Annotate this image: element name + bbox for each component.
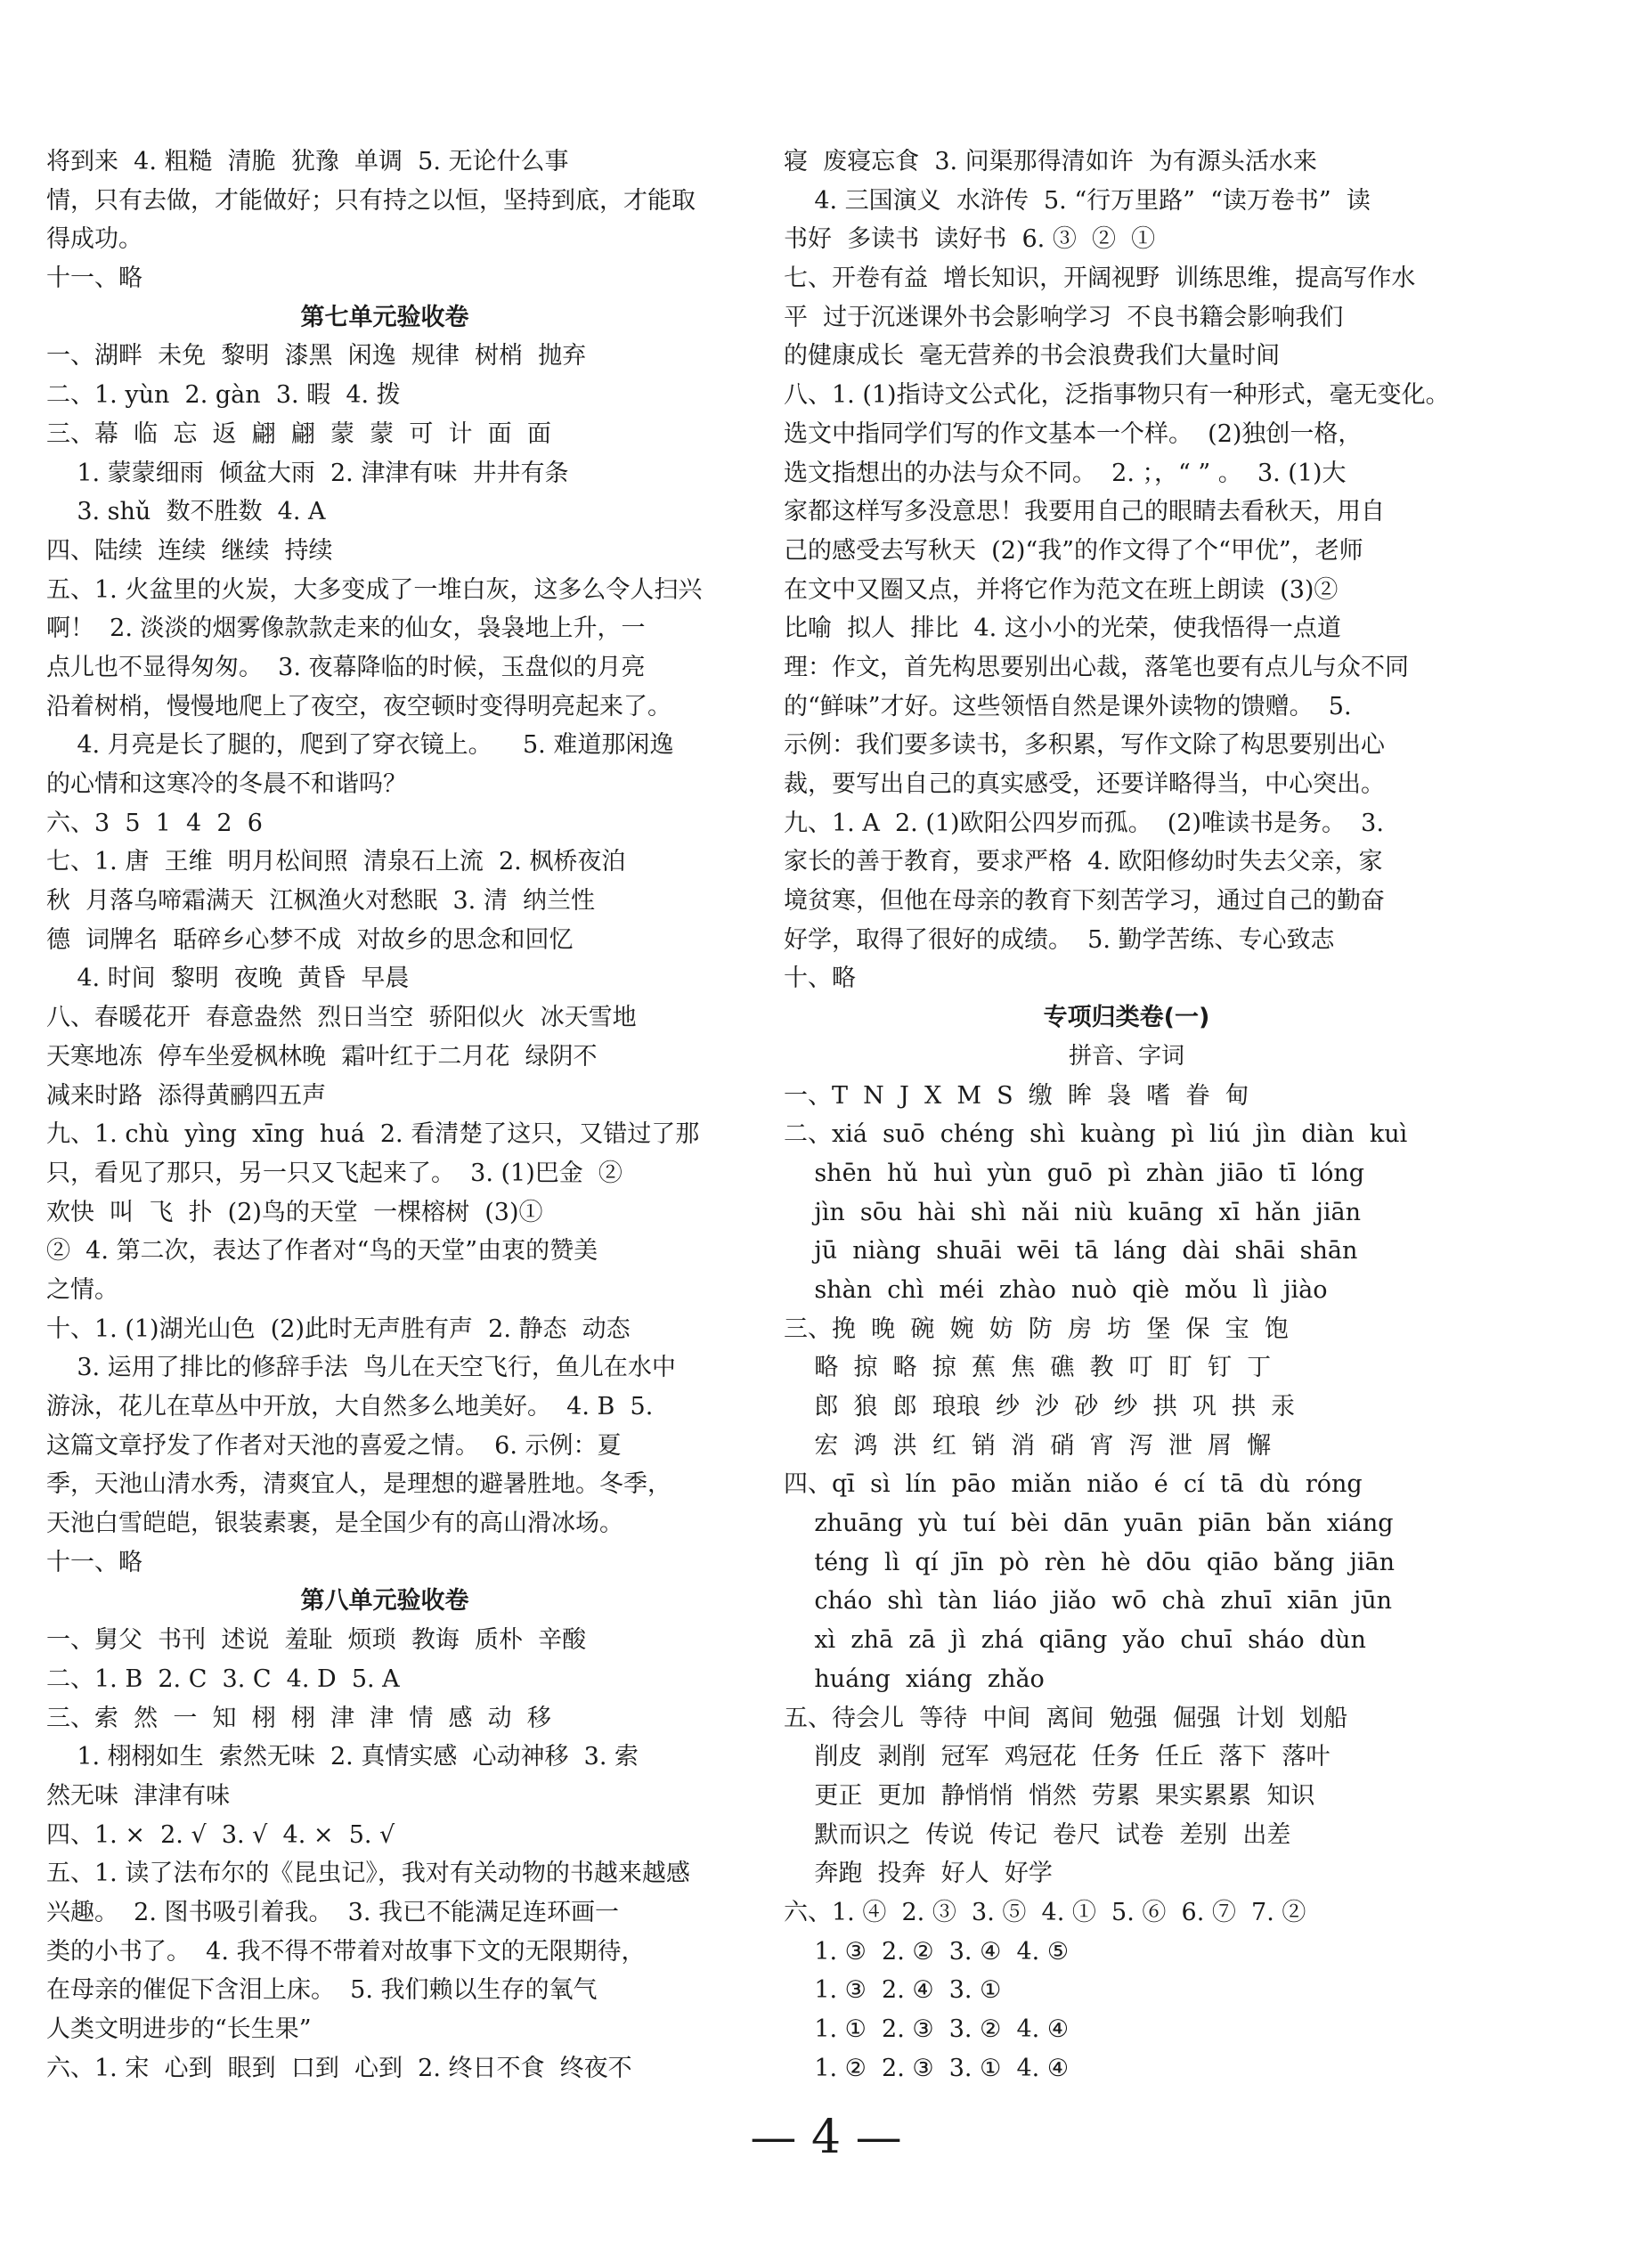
answer-line: 八、1. (1)指诗文公式化，泛指事物只有一种形式，毫无变化。 — [784, 381, 1450, 410]
answer-line: 己的感受去写秋天 (2)“我”的作文得了个“甲优”，老师 — [784, 536, 1363, 565]
answer-line: 点儿也不显得匆匆。 3. 夜幕降临的时候，玉盘似的月亮 — [46, 653, 646, 681]
answer-line: 选文指想出的办法与众不同。 2. ；，“ ” 。 3. (1)大 — [784, 459, 1347, 487]
page-number: — 4 — — [750, 2111, 902, 2164]
answer-line: 1. ② 2. ③ 3. ① 4. ④ — [784, 2054, 1070, 2082]
answer-line: 的健康成长 毫无营养的书会浪费我们大量时间 — [784, 342, 1281, 370]
answer-line: 十一、略 — [46, 265, 142, 293]
answer-line: 的心情和这寒冷的冬晨不和谐吗？ — [46, 770, 407, 798]
section-heading: 第八单元验收卷 — [300, 1587, 469, 1616]
left-column — [46, 142, 723, 2088]
answer-line: 十、1. (1)湖光山色 (2)此时无声胜有声 2. 静态 动态 — [46, 1315, 631, 1343]
right-column — [784, 142, 1469, 2088]
answer-line: 宏 鸿 洪 红 销 消 硝 宵 泻 泄 屑 懈 — [784, 1431, 1272, 1460]
answer-line: 1. ③ 2. ④ 3. ① — [784, 1976, 1002, 2005]
answer-line: 理：作文，首先构思要别出心裁，落笔也要有点儿与众不同 — [784, 653, 1409, 681]
answer-line: 六、1. ④ 2. ③ 3. ⑤ 4. ① 5. ⑥ 6. ⑦ 7. ② — [784, 1898, 1306, 1926]
answer-line: 九、1. A 2. (1)欧阳公四岁而孤。 (2)唯读书是务。 3. — [784, 809, 1384, 837]
answer-line: 四、qī sì lín pāo miǎn niǎo é cí tā dù róng — [784, 1470, 1363, 1499]
answer-line: 家都这样写多没意思！我要用自己的眼睛去看秋天，用自 — [784, 498, 1385, 526]
answer-line: 1. ③ 2. ② 3. ④ 4. ⑤ — [784, 1937, 1070, 1966]
answer-line: cháo shì tàn liáo jiǎo wō chà zhuī xiān jūn — [784, 1587, 1392, 1616]
answer-line: 默而识之 传说 传记 卷尺 试卷 差别 出差 — [784, 1820, 1291, 1849]
answer-line: huáng xiáng zhǎo — [784, 1665, 1045, 1693]
answer-line: 寝 废寝忘食 3. 问渠那得清如许 为有源头活水来 — [784, 148, 1317, 175]
answer-line: 将到来 4. 粗糙 清脆 犹豫 单调 5. 无论什么事 — [46, 148, 569, 175]
answer-line: 六、3 5 1 4 2 6 — [46, 809, 263, 837]
answer-line: jìn sōu hài shì nǎi niù kuāng xī hǎn jiān — [784, 1198, 1361, 1226]
answer-line: 4. 时间 黎明 夜晚 黄昏 早晨 — [46, 965, 410, 993]
answer-line: 德 词牌名 聒碎乡心梦不成 对故乡的思念和回忆 — [46, 925, 574, 954]
answer-line: 七、1. 唐 王维 明月松间照 清泉石上流 2. 枫桥夜泊 — [46, 848, 626, 876]
answer-line: 类的小书了。 4. 我不得不带着对故事下文的无限期待， — [46, 1937, 646, 1966]
answer-line: 欢快 叫 飞 扑 (2)鸟的天堂 一棵榕树 (3)① — [46, 1198, 543, 1226]
answer-line: 十一、略 — [46, 1548, 142, 1576]
answer-line: 比喻 拟人 排比 4. 这小小的光荣，使我悟得一点道 — [784, 615, 1341, 643]
answer-line: 更正 更加 静悄悄 悄然 劳累 果实累累 知识 — [784, 1781, 1315, 1810]
answer-line: 选文中指同学们写的作文基本一个样。 (2)独创一格， — [784, 419, 1363, 448]
answer-line: 一、T N J X M S 缴 眸 袅 嗜 眷 甸 — [784, 1081, 1249, 1110]
answer-line: 境贫寒，但他在母亲的教育下刻苦学习，通过自己的勤奋 — [784, 887, 1385, 916]
answer-line: téng lì qí jīn pò rèn hè dōu qiāo bǎng jiān — [784, 1548, 1395, 1576]
answer-line: 书好 多读书 读好书 6. ③ ② ① — [784, 225, 1156, 254]
answer-line: 只，看见了那只，另一只又飞起来了。 3. (1)巴金 ② — [46, 1159, 623, 1187]
answer-line: 1. 栩栩如生 索然无味 2. 真情实感 心动神移 3. 索 — [46, 1743, 639, 1771]
answer-line: 减来时路 添得黄鹂四五声 — [46, 1081, 327, 1110]
answer-line: 得成功。 — [46, 225, 142, 254]
answer-line: jū niàng shuāi wēi tā láng dài shāi shān — [784, 1237, 1358, 1266]
answer-line: 4. 三国演义 水浒传 5. “行万里路” “读万卷书” 读 — [784, 186, 1371, 215]
answer-line: 七、开卷有益 增长知识，开阔视野 训练思维，提高写作水 — [784, 265, 1416, 293]
answer-line: 郎 狼 郎 琅琅 纱 沙 砂 纱 拱 巩 拱 汞 — [784, 1393, 1296, 1420]
answer-line: 在母亲的催促下含泪上床。 5. 我们赖以生存的氧气 — [46, 1976, 598, 2005]
answer-line: 家长的善于教育，要求严格 4. 欧阳修幼时失去父亲，家 — [784, 848, 1383, 876]
answer-line: 八、春暖花开 春意盎然 烈日当空 骄阳似火 冰天雪地 — [46, 1004, 637, 1032]
answer-line: 二、1. B 2. C 3. C 4. D 5. A — [46, 1665, 400, 1693]
answer-line: xì zhā zā jì zhá qiāng yǎo chuī sháo dùn — [784, 1626, 1366, 1655]
answer-line: 二、xiá suō chéng shì kuàng pì liú jìn diàn kuì — [784, 1120, 1408, 1149]
answer-line: 在文中又圈又点，并将它作为范文在班上朗读 (3)② — [784, 575, 1339, 604]
answer-line: 天寒地冻 停车坐爱枫林晚 霜叶红于二月花 绿阴不 — [46, 1042, 598, 1070]
answer-line: 奔跑 投奔 好人 好学 — [784, 1860, 1053, 1888]
section-heading: 专项归类卷(一) — [1043, 1004, 1210, 1032]
answer-line: 1. ① 2. ③ 3. ② 4. ④ — [784, 2015, 1070, 2043]
answer-line: shàn chì méi zhào nuò qiè mǒu lì jiào — [784, 1275, 1328, 1304]
answer-line: 五、1. 读了法布尔的《昆虫记》，我对有关动物的书越来越感 — [46, 1860, 690, 1888]
answer-line: 平 过于沉迷课外书会影响学习 不良书籍会影响我们 — [784, 303, 1344, 331]
answer-line: 然无味 津津有味 — [46, 1781, 231, 1810]
answer-line: 一、湖畔 未免 黎明 漆黑 闲逸 规律 树梢 抛弃 — [46, 342, 587, 370]
answer-line: 啊！ 2. 淡淡的烟雾像款款走来的仙女，袅袅地上升，一 — [46, 615, 646, 643]
answer-line: 六、1. 宋 心到 眼到 口到 心到 2. 终日不食 终夜不 — [46, 2054, 632, 2082]
answer-line: 4. 月亮是长了腿的，爬到了穿衣镜上。 5. 难道那闲逸 — [46, 731, 674, 760]
answer-line: 示例：我们要多读书，多积累，写作文除了构思要别出心 — [784, 731, 1385, 760]
answer-line: 情，只有去做，才能做好；只有持之以恒，坚持到底，才能取 — [46, 186, 696, 215]
answer-line: 游泳，花儿在草丛中开放，大自然多么地美好。 4. B 5. — [46, 1393, 654, 1420]
answer-line: 三、索 然 一 知 栩 栩 津 津 情 感 动 移 — [46, 1704, 551, 1732]
section-subheading: 拼音、字词 — [1068, 1042, 1184, 1070]
answer-line: 3. 运用了排比的修辞手法 鸟儿在天空飞行，鱼儿在水中 — [46, 1354, 676, 1382]
answer-line: 1. 蒙蒙细雨 倾盆大雨 2. 津津有味 井井有条 — [46, 459, 569, 487]
answer-line: 四、陆续 连续 继续 持续 — [46, 536, 333, 565]
section-heading: 第七单元验收卷 — [300, 303, 469, 331]
answer-line: ② 4. 第二次，表达了作者对“鸟的天堂”由衷的赞美 — [46, 1237, 598, 1266]
answer-line: 季，天池山清水秀，清爽宜人，是理想的避暑胜地。冬季， — [46, 1470, 671, 1499]
answer-line: 三、幕 临 忘 返 翩 翩 蒙 蒙 可 计 面 面 — [46, 419, 551, 448]
answer-line: 兴趣。 2. 图书吸引着我。 3. 我已不能满足连环画一 — [46, 1898, 620, 1926]
answer-line: 之情。 — [46, 1275, 118, 1304]
answer-line: 略 掠 略 掠 蕉 焦 礁 教 叮 盯 钉 丁 — [784, 1354, 1272, 1382]
answer-line: 九、1. chù yìng xīng huá 2. 看清楚了这只，又错过了那 — [46, 1120, 700, 1149]
answer-line: 秋 月落乌啼霜满天 江枫渔火对愁眠 3. 清 纳兰性 — [46, 887, 596, 916]
answer-line: 裁，要写出自己的真实感受，还要详略得当，中心突出。 — [784, 770, 1385, 798]
answer-line: 四、1. × 2. √ 3. √ 4. × 5. √ — [46, 1820, 395, 1849]
answer-line: 一、舅父 书刊 述说 羞耻 烦琐 教诲 质朴 辛酸 — [46, 1626, 587, 1655]
answer-line: 3. shǔ 数不胜数 4. A — [46, 498, 326, 526]
answer-line: 好学，取得了很好的成绩。 5. 勤学苦练、专心致志 — [784, 925, 1335, 954]
answer-line: 五、1. 火盆里的火炭，大多变成了一堆白灰，这多么令人扫兴 — [46, 575, 703, 604]
answer-line: 三、挽 晚 碗 婉 妨 防 房 坊 堡 保 宝 饱 — [784, 1315, 1289, 1343]
answer-line: shēn hǔ huì yùn guō pì zhàn jiāo tī lóng — [784, 1159, 1365, 1187]
answer-line: 人类文明进步的“长生果” — [46, 2015, 312, 2043]
answer-line: 二、1. yùn 2. gàn 3. 暇 4. 拨 — [46, 381, 401, 410]
answer-line: 这篇文章抒发了作者对天池的喜爱之情。 6. 示例：夏 — [46, 1431, 622, 1460]
answer-line: zhuāng yù tuí bèi dān yuān piān bǎn xiáng — [784, 1510, 1394, 1538]
answer-line: 五、待会儿 等待 中间 离间 勉强 倔强 计划 划船 — [784, 1704, 1348, 1732]
answer-line: 沿着树梢，慢慢地爬上了夜空，夜空顿时变得明亮起来了。 — [46, 692, 671, 720]
answer-line: 天池白雪皑皑，银装素裹，是全国少有的高山滑冰场。 — [46, 1510, 623, 1538]
answer-line: 削皮 剥削 冠军 鸡冠花 任务 任丘 落下 落叶 — [784, 1743, 1331, 1771]
answer-line: 十、略 — [784, 965, 856, 993]
answer-line: 的“鲜味”才好。这些领悟自然是课外读物的馈赠。 5. — [784, 692, 1352, 720]
